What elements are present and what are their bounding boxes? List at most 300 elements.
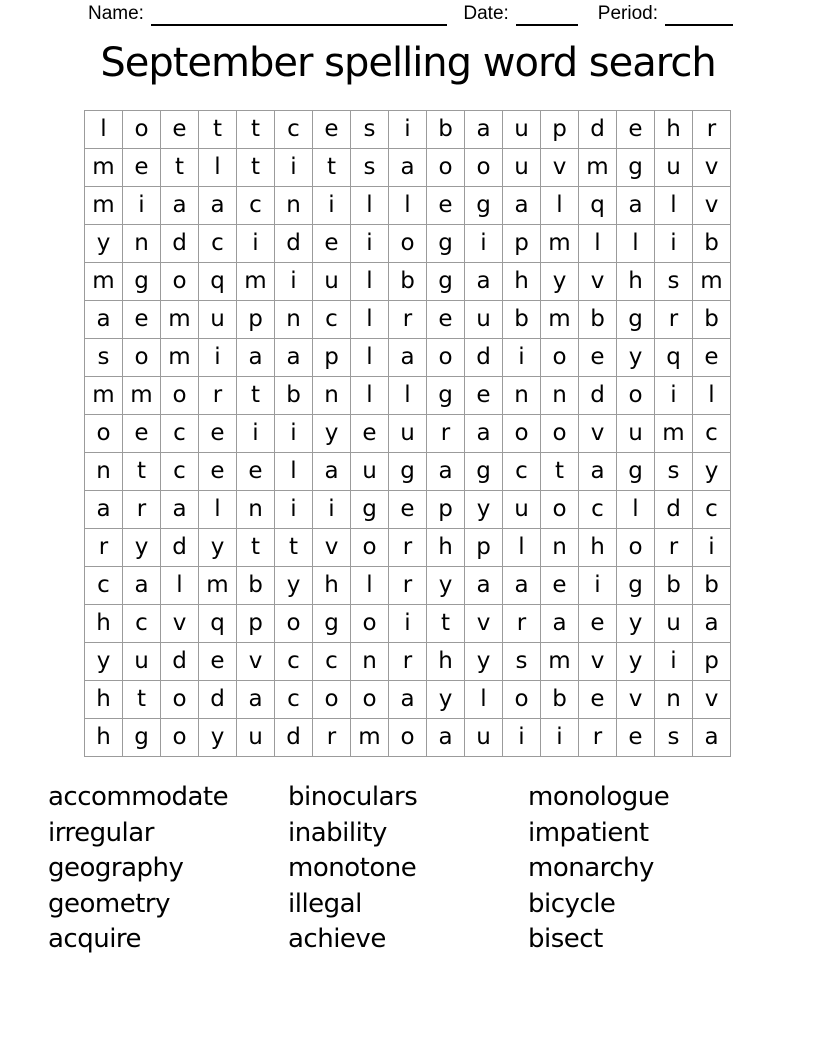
grid-cell: b — [389, 263, 427, 301]
grid-cell: l — [617, 491, 655, 529]
word-search-grid — [84, 110, 731, 757]
grid-cell: d — [579, 111, 617, 149]
grid-cell: m — [693, 263, 731, 301]
grid-cell: b — [427, 111, 465, 149]
grid-cell: c — [503, 453, 541, 491]
grid-cell: o — [351, 605, 389, 643]
grid-cell: e — [579, 681, 617, 719]
grid-cell: t — [313, 149, 351, 187]
grid-cell: r — [389, 567, 427, 605]
grid-cell: o — [123, 339, 161, 377]
grid-cell: y — [275, 567, 313, 605]
word-list-item: bicycle — [528, 888, 616, 919]
grid-cell: p — [313, 339, 351, 377]
grid-cell: v — [465, 605, 503, 643]
grid-cell: a — [465, 263, 503, 301]
grid-cell: l — [389, 187, 427, 225]
grid-cell: h — [503, 263, 541, 301]
grid-cell: l — [351, 377, 389, 415]
grid-cell: l — [617, 225, 655, 263]
grid-cell: n — [655, 681, 693, 719]
name-field-label: Name: — [88, 3, 144, 24]
grid-cell: n — [123, 225, 161, 263]
grid-cell: a — [85, 491, 123, 529]
grid-cell: m — [655, 415, 693, 453]
grid-cell: a — [617, 187, 655, 225]
grid-cell: h — [617, 263, 655, 301]
grid-cell: y — [617, 605, 655, 643]
grid-cell: u — [389, 415, 427, 453]
grid-cell: e — [199, 415, 237, 453]
grid-cell: c — [123, 605, 161, 643]
grid-cell: e — [351, 415, 389, 453]
grid-cell: y — [617, 339, 655, 377]
grid-row — [85, 149, 731, 187]
grid-cell: v — [693, 681, 731, 719]
grid-cell: q — [579, 187, 617, 225]
word-list — [48, 780, 669, 958]
word-list-item: bisect — [528, 924, 603, 954]
grid-cell: y — [85, 225, 123, 263]
grid-cell: l — [161, 567, 199, 605]
grid-cell: c — [85, 567, 123, 605]
grid-cell: y — [465, 643, 503, 681]
grid-cell: s — [503, 643, 541, 681]
grid-cell: t — [199, 111, 237, 149]
grid-cell: r — [389, 301, 427, 339]
grid-cell: o — [617, 529, 655, 567]
grid-cell: i — [199, 339, 237, 377]
grid-cell: o — [313, 681, 351, 719]
grid-cell: v — [541, 149, 579, 187]
grid-cell: i — [655, 643, 693, 681]
grid-cell: v — [161, 605, 199, 643]
grid-cell: a — [313, 453, 351, 491]
grid-cell: o — [465, 149, 503, 187]
grid-cell: d — [199, 681, 237, 719]
grid-cell: v — [617, 681, 655, 719]
grid-cell: g — [617, 301, 655, 339]
grid-cell: i — [503, 719, 541, 757]
word-list-item: monarchy — [528, 853, 654, 883]
grid-cell: e — [579, 605, 617, 643]
grid-cell: i — [237, 225, 275, 263]
grid-cell: v — [237, 643, 275, 681]
period-field-line — [665, 2, 733, 26]
grid-cell: g — [617, 453, 655, 491]
grid-cell: i — [275, 149, 313, 187]
grid-cell: i — [389, 605, 427, 643]
grid-cell: e — [617, 111, 655, 149]
grid-cell: t — [123, 681, 161, 719]
grid-cell: h — [85, 719, 123, 757]
word-list-item: geometry — [48, 888, 171, 919]
grid-cell: s — [655, 263, 693, 301]
grid-cell: q — [199, 605, 237, 643]
grid-cell: g — [465, 453, 503, 491]
grid-cell: r — [655, 301, 693, 339]
grid-cell: s — [655, 453, 693, 491]
grid-cell: l — [579, 225, 617, 263]
grid-cell: t — [427, 605, 465, 643]
grid-cell: y — [693, 453, 731, 491]
grid-cell: i — [313, 187, 351, 225]
page-title: September spelling word search — [100, 40, 716, 86]
grid-cell: a — [541, 605, 579, 643]
grid-row — [85, 643, 731, 681]
grid-cell: t — [237, 111, 275, 149]
grid-cell: i — [275, 415, 313, 453]
grid-cell: c — [275, 111, 313, 149]
grid-cell: c — [693, 491, 731, 529]
grid-cell: g — [123, 719, 161, 757]
grid-row — [85, 263, 731, 301]
grid-cell: o — [351, 681, 389, 719]
grid-cell: b — [693, 225, 731, 263]
grid-cell: l — [465, 681, 503, 719]
grid-cell: l — [199, 149, 237, 187]
grid-cell: u — [503, 491, 541, 529]
grid-cell: y — [123, 529, 161, 567]
grid-cell: g — [617, 149, 655, 187]
grid-cell: b — [541, 681, 579, 719]
grid-cell: t — [237, 529, 275, 567]
grid-cell: o — [85, 415, 123, 453]
grid-cell: u — [503, 149, 541, 187]
grid-cell: b — [503, 301, 541, 339]
grid-cell: e — [123, 149, 161, 187]
grid-cell: s — [655, 719, 693, 757]
grid-cell: e — [465, 377, 503, 415]
grid-cell: m — [199, 567, 237, 605]
grid-cell: y — [199, 719, 237, 757]
grid-row — [85, 339, 731, 377]
grid-cell: d — [655, 491, 693, 529]
grid-cell: i — [351, 225, 389, 263]
grid-cell: e — [617, 719, 655, 757]
grid-cell: r — [85, 529, 123, 567]
grid-cell: a — [85, 301, 123, 339]
grid-cell: a — [237, 681, 275, 719]
grid-cell: l — [351, 187, 389, 225]
grid-cell: t — [161, 149, 199, 187]
grid-cell: u — [465, 301, 503, 339]
grid-cell: u — [655, 605, 693, 643]
grid-cell: a — [427, 453, 465, 491]
grid-row — [85, 377, 731, 415]
grid-cell: g — [427, 377, 465, 415]
grid-cell: l — [351, 339, 389, 377]
grid-cell: y — [617, 643, 655, 681]
grid-cell: b — [655, 567, 693, 605]
grid-cell: c — [161, 415, 199, 453]
grid-cell: s — [85, 339, 123, 377]
grid-cell: r — [389, 643, 427, 681]
grid-cell: a — [389, 681, 427, 719]
grid-row — [85, 719, 731, 757]
grid-cell: a — [199, 187, 237, 225]
grid-cell: h — [427, 529, 465, 567]
grid-cell: m — [161, 301, 199, 339]
grid-cell: a — [275, 339, 313, 377]
grid-cell: a — [693, 605, 731, 643]
grid-cell: b — [237, 567, 275, 605]
grid-cell: u — [199, 301, 237, 339]
grid-cell: i — [579, 567, 617, 605]
word-list-item: monologue — [528, 782, 670, 812]
grid-cell: o — [389, 719, 427, 757]
grid-cell: d — [161, 529, 199, 567]
grid-cell: l — [655, 187, 693, 225]
grid-cell: h — [427, 643, 465, 681]
grid-cell: o — [161, 681, 199, 719]
grid-cell: p — [465, 529, 503, 567]
grid-cell: o — [161, 377, 199, 415]
grid-cell: v — [313, 529, 351, 567]
grid-cell: p — [503, 225, 541, 263]
grid-cell: d — [275, 719, 313, 757]
grid-cell: i — [693, 529, 731, 567]
grid-cell: a — [389, 149, 427, 187]
word-list-item: irregular — [48, 817, 154, 848]
grid-cell: v — [693, 187, 731, 225]
grid-cell: n — [351, 643, 389, 681]
grid-cell: m — [85, 187, 123, 225]
grid-cell: e — [579, 339, 617, 377]
grid-cell: a — [503, 567, 541, 605]
grid-cell: p — [427, 491, 465, 529]
grid-cell: e — [161, 111, 199, 149]
grid-cell: c — [693, 415, 731, 453]
grid-cell: l — [503, 529, 541, 567]
grid-cell: c — [579, 491, 617, 529]
grid-cell: o — [161, 719, 199, 757]
grid-cell: u — [313, 263, 351, 301]
grid-cell: m — [85, 263, 123, 301]
name-field-line — [151, 2, 447, 26]
grid-cell: g — [617, 567, 655, 605]
grid-cell: l — [351, 567, 389, 605]
grid-cell: c — [275, 643, 313, 681]
grid-cell: u — [351, 453, 389, 491]
grid-cell: v — [579, 643, 617, 681]
grid-cell: e — [199, 643, 237, 681]
grid-cell: e — [123, 301, 161, 339]
grid-cell: h — [313, 567, 351, 605]
grid-cell: i — [313, 491, 351, 529]
grid-cell: m — [351, 719, 389, 757]
grid-cell: i — [655, 377, 693, 415]
grid-cell: h — [579, 529, 617, 567]
grid-cell: e — [427, 187, 465, 225]
grid-cell: r — [579, 719, 617, 757]
grid-cell: e — [313, 225, 351, 263]
grid-cell: v — [693, 149, 731, 187]
grid-cell: d — [161, 225, 199, 263]
grid-cell: o — [161, 263, 199, 301]
grid-cell: s — [351, 149, 389, 187]
word-list-item: binoculars — [288, 782, 418, 812]
grid-cell: e — [427, 301, 465, 339]
grid-cell: a — [465, 415, 503, 453]
grid-cell: e — [389, 491, 427, 529]
grid-cell: v — [579, 415, 617, 453]
grid-cell: n — [541, 529, 579, 567]
grid-cell: g — [123, 263, 161, 301]
grid-cell: h — [85, 605, 123, 643]
grid-cell: o — [541, 415, 579, 453]
grid-cell: b — [693, 567, 731, 605]
grid-row — [85, 415, 731, 453]
grid-cell: a — [465, 111, 503, 149]
grid-cell: h — [655, 111, 693, 149]
word-list-item: monotone — [288, 853, 417, 883]
grid-cell: e — [123, 415, 161, 453]
grid-cell: a — [389, 339, 427, 377]
grid-cell: i — [541, 719, 579, 757]
grid-cell: e — [237, 453, 275, 491]
grid-cell: a — [237, 339, 275, 377]
grid-cell: g — [427, 263, 465, 301]
grid-cell: u — [465, 719, 503, 757]
grid-cell: g — [313, 605, 351, 643]
grid-row — [85, 681, 731, 719]
grid-cell: m — [237, 263, 275, 301]
grid-cell: u — [655, 149, 693, 187]
grid-cell: o — [275, 605, 313, 643]
grid-cell: p — [693, 643, 731, 681]
grid-cell: i — [123, 187, 161, 225]
grid-cell: c — [237, 187, 275, 225]
grid-cell: a — [503, 187, 541, 225]
grid-cell: t — [541, 453, 579, 491]
grid-cell: r — [313, 719, 351, 757]
grid-cell: r — [123, 491, 161, 529]
grid-cell: o — [389, 225, 427, 263]
grid-cell: d — [465, 339, 503, 377]
grid-cell: u — [503, 111, 541, 149]
grid-cell: y — [199, 529, 237, 567]
grid-cell: q — [655, 339, 693, 377]
grid-cell: u — [237, 719, 275, 757]
word-list-item: acquire — [48, 924, 142, 954]
grid-cell: c — [313, 643, 351, 681]
grid-cell: a — [427, 719, 465, 757]
grid-cell: m — [541, 301, 579, 339]
grid-cell: y — [465, 491, 503, 529]
grid-cell: n — [313, 377, 351, 415]
grid-cell: r — [427, 415, 465, 453]
grid-cell: o — [503, 415, 541, 453]
grid-row — [85, 567, 731, 605]
grid-cell: a — [693, 719, 731, 757]
word-list-item: impatient — [528, 817, 649, 848]
grid-cell: y — [427, 681, 465, 719]
grid-cell: g — [427, 225, 465, 263]
grid-cell: l — [693, 377, 731, 415]
word-list-item: inability — [288, 817, 387, 848]
grid-cell: e — [199, 453, 237, 491]
grid-cell: i — [503, 339, 541, 377]
grid-cell: i — [389, 111, 427, 149]
grid-cell: r — [199, 377, 237, 415]
word-list-item: accommodate — [48, 782, 229, 812]
grid-cell: v — [579, 263, 617, 301]
date-field-label: Date: — [463, 3, 509, 24]
grid-cell: h — [85, 681, 123, 719]
grid-cell: l — [351, 263, 389, 301]
grid-row — [85, 111, 731, 149]
grid-cell: o — [503, 681, 541, 719]
grid-cell: b — [275, 377, 313, 415]
grid-cell: r — [655, 529, 693, 567]
grid-cell: o — [541, 339, 579, 377]
grid-row — [85, 605, 731, 643]
grid-cell: m — [161, 339, 199, 377]
grid-cell: o — [541, 491, 579, 529]
grid-cell: e — [313, 111, 351, 149]
grid-cell: y — [85, 643, 123, 681]
grid-cell: g — [465, 187, 503, 225]
grid-cell: l — [85, 111, 123, 149]
word-list-column — [288, 780, 528, 958]
grid-cell: i — [275, 263, 313, 301]
grid-cell: e — [541, 567, 579, 605]
grid-row — [85, 453, 731, 491]
grid-cell: o — [427, 149, 465, 187]
grid-cell: q — [199, 263, 237, 301]
grid-cell: n — [541, 377, 579, 415]
grid-cell: t — [275, 529, 313, 567]
grid-cell: i — [275, 491, 313, 529]
grid-cell: r — [693, 111, 731, 149]
grid-row — [85, 187, 731, 225]
grid-cell: n — [275, 301, 313, 339]
word-list-item: illegal — [288, 888, 362, 919]
grid-cell: r — [503, 605, 541, 643]
grid-cell: m — [85, 377, 123, 415]
grid-cell: b — [693, 301, 731, 339]
grid-cell: l — [389, 377, 427, 415]
grid-cell: c — [199, 225, 237, 263]
grid-cell: d — [579, 377, 617, 415]
grid-cell: l — [199, 491, 237, 529]
word-list-item: achieve — [288, 924, 386, 954]
grid-cell: n — [275, 187, 313, 225]
grid-cell: y — [427, 567, 465, 605]
grid-cell: i — [465, 225, 503, 263]
date-field-line — [516, 2, 578, 26]
grid-cell: a — [465, 567, 503, 605]
grid-cell: d — [161, 643, 199, 681]
grid-cell: p — [541, 111, 579, 149]
grid-cell: p — [237, 301, 275, 339]
grid-cell: m — [85, 149, 123, 187]
grid-cell: i — [237, 415, 275, 453]
period-field-label: Period: — [597, 3, 658, 24]
grid-cell: u — [123, 643, 161, 681]
grid-cell: t — [237, 377, 275, 415]
grid-cell: y — [313, 415, 351, 453]
grid-cell: c — [313, 301, 351, 339]
grid-cell: e — [693, 339, 731, 377]
grid-cell: m — [541, 643, 579, 681]
grid-cell: m — [123, 377, 161, 415]
word-list-column — [48, 780, 288, 958]
grid-cell: g — [351, 491, 389, 529]
grid-cell: n — [237, 491, 275, 529]
grid-cell: b — [579, 301, 617, 339]
